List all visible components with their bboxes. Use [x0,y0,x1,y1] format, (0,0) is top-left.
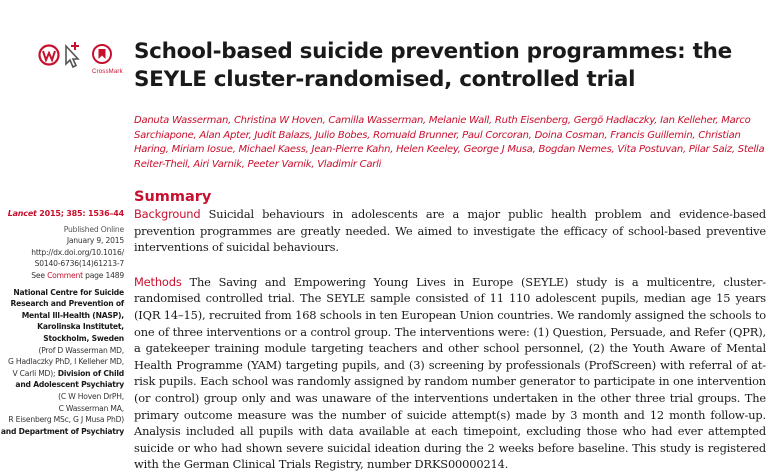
affil-line: R Eisenberg MSc, G J Musa PhD) [8,415,124,425]
affil-line: (Prof D Wasserman MD, [38,345,124,355]
affil-line: and Adolescent Psychiatry [15,380,124,390]
affil-line: V Carli MD); [12,368,56,378]
lancet-logo-icon [40,46,59,65]
summary-section [134,189,766,473]
background-label: Background [134,207,201,221]
journal-citation [0,208,124,220]
affil-line: Division of Child [55,368,124,378]
doi-link-line1[interactable]: http://dx.doi.org/10.1016/ [31,247,124,257]
article-sidebar [0,208,124,437]
author-list: Danuta Wasserman, Christina W Hoven, Camilla Wasserman, Melanie Wall, Ruth Eisenberg, Gergö Hadlaczky, Ian Kelleher, Marco Sarchiapone, Alan Apter, Judit Balazs, Julio Bobes, Romuald Brunner, Paul Corcoran, Doina Cosman, Francis Guillemin, Christian Haring, Miriam Iosue, Michael Kaess, Jean-Pierre Kahn, Helen Keeley, George J Musa, Bogdan Nemes, Vita Postuvan, Pilar Saiz, Stella Reiter-Theil, Airi Varnik, Peeter Varnik, Vladimir Carli [134,115,765,170]
article-title: School-based suicide prevention programmes: the SEYLE cluster-randomised, controlled trial [134,39,732,92]
methods-paragraph [134,274,766,473]
comment-link[interactable]: Comment [47,270,83,280]
affil-line: Research and Prevention of [10,299,124,309]
affil-line: Karolinska Institutet, [37,322,124,332]
affiliations [0,287,124,438]
comment-page: page 1489 [82,270,124,280]
journal-name: Lancet [7,209,37,218]
affil-line: C Wasserman MA, [58,403,124,413]
cursor-plus-icon [66,42,79,67]
methods-text: The Saving and Empowering Young Lives in Europe (SEYLE) study is a multicentre, cluster-randomised controlled trial. The SEYLE sample consisted of 11 110 adolescent pupils, median age 15 years (IQR 14–15), recruited from 168 schools in ten European Union countries. We randomly assigned the schools to one of three interventions or a control group. The interventions were: (1) Question, Persuade, and Refer (QPR), a gatekeeper training module targeting teachers and other school personnel, (2) the Youth Aware of Mental Health Programme (YAM) targeting pupils, and (3) screening by professionals (ProfScreen) with referral of at-risk pupils. Each school was randomly assigned by random number generator to participate in one intervention (or control) group only and was unaware of the interventions undertaken in the other three trial groups. The primary outcome measure was the number of suicide attempt(s) made by 3 month and 12 month follow-up. Analysis included all pupils with data available at each timepoint, excluding those who had ever attempted suicide or who had shown severe suicidal ideation during the 2 weeks before baseline. This study is registered with the German Clinical Trials Registry, number DRKS00000214. [134,274,766,472]
background-paragraph [134,206,766,256]
published-date: January 9, 2015 [66,236,124,246]
background-text: Suicidal behaviours in adolescents are a major public health problem and evidence-based prevention programmes are greatly needed. We aimed to investigate the efficacy of school-based preventive interventions of suicidal behaviours. [134,207,766,255]
published-online-label: Published Online [63,224,124,234]
citation-volume-pages: 2015; 385: 1536–44 [36,209,124,218]
crossmark-icon[interactable] [93,45,111,63]
affil-line: and Department of Psychiatry [0,426,124,436]
see-comment [0,270,124,282]
crossmark-label: CrossMark [92,69,123,75]
affil-line: Mental Ill-Health (NASP), [21,310,124,320]
methods-label: Methods [134,274,182,289]
affil-line: National Centre for Suicide [13,287,124,297]
affil-line: (C W Hoven DrPH, [58,391,124,401]
doi-link-line2[interactable]: S0140-6736(14)61213-7 [34,259,124,269]
affil-line: G Hadlaczky PhD, I Kelleher MD, [8,357,124,367]
affil-line: Stockholm, Sweden [43,333,124,343]
see-prefix: See [31,270,48,280]
summary-heading: Summary [134,189,212,205]
logo-group [38,40,118,84]
